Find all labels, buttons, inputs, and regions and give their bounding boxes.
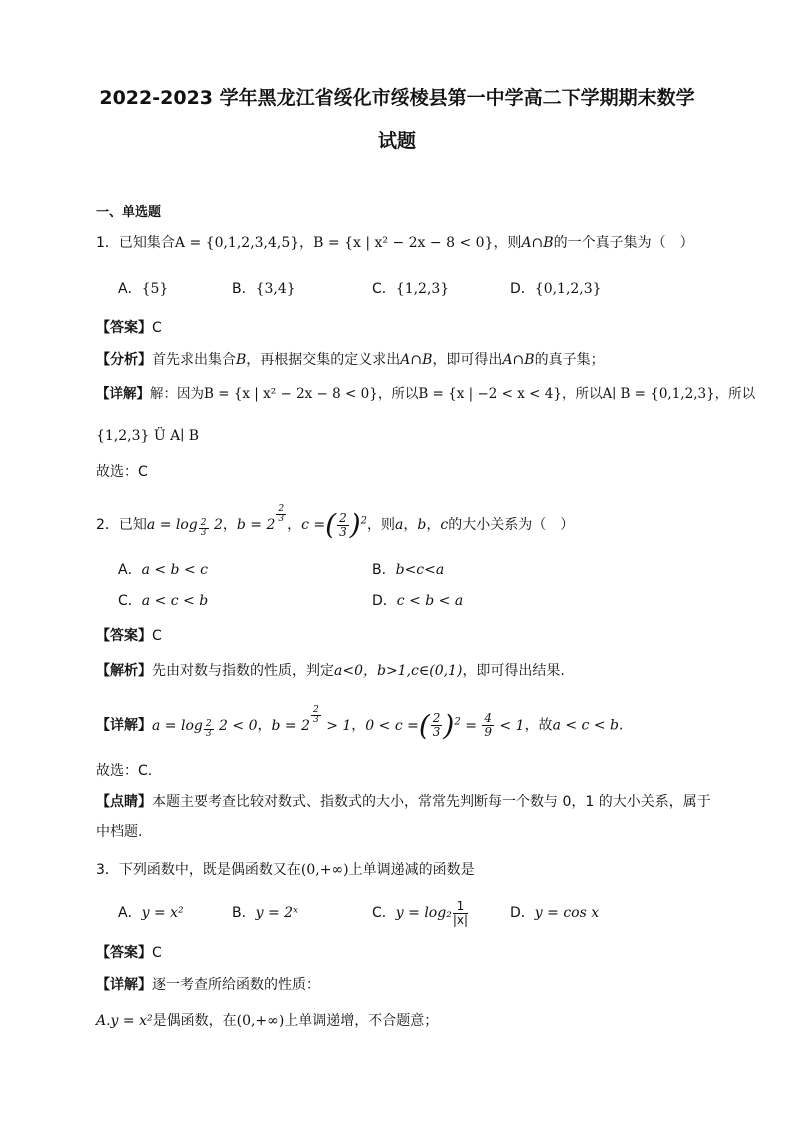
q3-option-b: B．y = 2ˣ bbox=[232, 905, 299, 921]
q3-detail: 【详解】逐一考查所给函数的性质： bbox=[96, 977, 320, 993]
q1-stem: 1．已知集合A = {0,1,2,3,4,5}，B = {x | x² − 2x − 8 < 0}，则A∩B的一个真子集为（ ） bbox=[96, 235, 694, 251]
q2-option-b: B．b<c<a bbox=[372, 562, 445, 578]
q2-detail: 【详解】a = log $\frac{2}{3}$ 2 < 0，b = 2 $\frac{2}{3}$ > 1，0 < c =( $\frac{2}{3}$ )$^2$ = $\frac{4}{9}$ < 1，故a < c < b. bbox=[96, 704, 624, 742]
q2-c-def: c =( $\frac{2}{3}$ )$^2$ bbox=[301, 508, 368, 541]
q2-comment-cont: 中档题. bbox=[96, 824, 143, 840]
doc-title-line2: 试题 bbox=[377, 130, 416, 152]
q2-option-d: D．c < b < a bbox=[372, 593, 464, 609]
doc-title-line1: 2022-2023 学年黑龙江省绥化市绥棱县第一中学高二下学期期末数学 bbox=[99, 87, 695, 109]
q2-option-c: C．a < c < b bbox=[118, 593, 209, 609]
q3-answer: 【答案】C bbox=[96, 945, 162, 961]
q2-stem: 2．已知a = log $\frac{2}{3}$ 2，b = 2 $\frac{2}{3}$ ，c =( $\frac{2}{3}$ )$^2$，则a，b，c的大小关系为（ ） bbox=[96, 504, 575, 541]
q1-option-b: B．{3,4} bbox=[232, 281, 296, 297]
q1-answer: 【答案】C bbox=[96, 320, 162, 336]
q1-option-d: D．{0,1,2,3} bbox=[510, 281, 602, 297]
q3-option-a: A．y = x² bbox=[118, 905, 184, 921]
q1-option-c: C．{1,2,3} bbox=[372, 281, 450, 297]
q2-b-def: b = 2 $\frac{2}{3}$ bbox=[236, 504, 285, 533]
q1-option-a: A．{5} bbox=[118, 281, 169, 297]
q3-option-c: C．y = log₂ $\frac{1}{|x|}$ bbox=[372, 898, 468, 927]
q1-number: 1． bbox=[96, 235, 119, 251]
q2-a-def: a = log $\frac{2}{3}$ 2 bbox=[146, 517, 223, 538]
q3-detail-a: A.y = x²是偶函数，在(0,+∞)上单调递增，不合题意； bbox=[96, 1013, 439, 1029]
q1-conclusion: 故选：C bbox=[96, 464, 148, 480]
q1-detail: 【详解】解：因为B = {x | x² − 2x − 8 < 0}，所以B = {x | −2 < x < 4}，所以A∣ B = {0,1,2,3}，所以 bbox=[96, 386, 756, 402]
q2-option-a: A．a < b < c bbox=[118, 562, 208, 578]
section-heading: 一、单选题 bbox=[96, 205, 162, 220]
q2-answer: 【答案】C bbox=[96, 628, 162, 644]
q2-comment: 【点睛】本题主要考查比较对数式、指数式的大小，常常先判断每一个数与 0，1 的大小关系，属于 bbox=[96, 794, 711, 810]
q2-analysis: 【解析】先由对数与指数的性质，判定a<0，b>1,c∈(0,1)，即可得出结果. bbox=[96, 663, 565, 679]
q1-set-a: A = {0,1,2,3,4,5} bbox=[174, 235, 300, 251]
q1-analysis: 【分析】首先求出集合B，再根据交集的定义求出A∩B，即可得出A∩B的真子集； bbox=[96, 352, 605, 368]
q2-conclusion: 故选：C. bbox=[96, 763, 153, 779]
q3-stem: 3．下列函数中，既是偶函数又在(0,+∞)上单调递减的函数是 bbox=[96, 862, 475, 878]
q1-set-b: B = {x | x² − 2x − 8 < 0} bbox=[313, 235, 494, 251]
q1-detail-cont: {1,2,3} Ü A∣ B bbox=[96, 428, 200, 444]
q3-option-d: D．y = cos x bbox=[510, 905, 600, 921]
